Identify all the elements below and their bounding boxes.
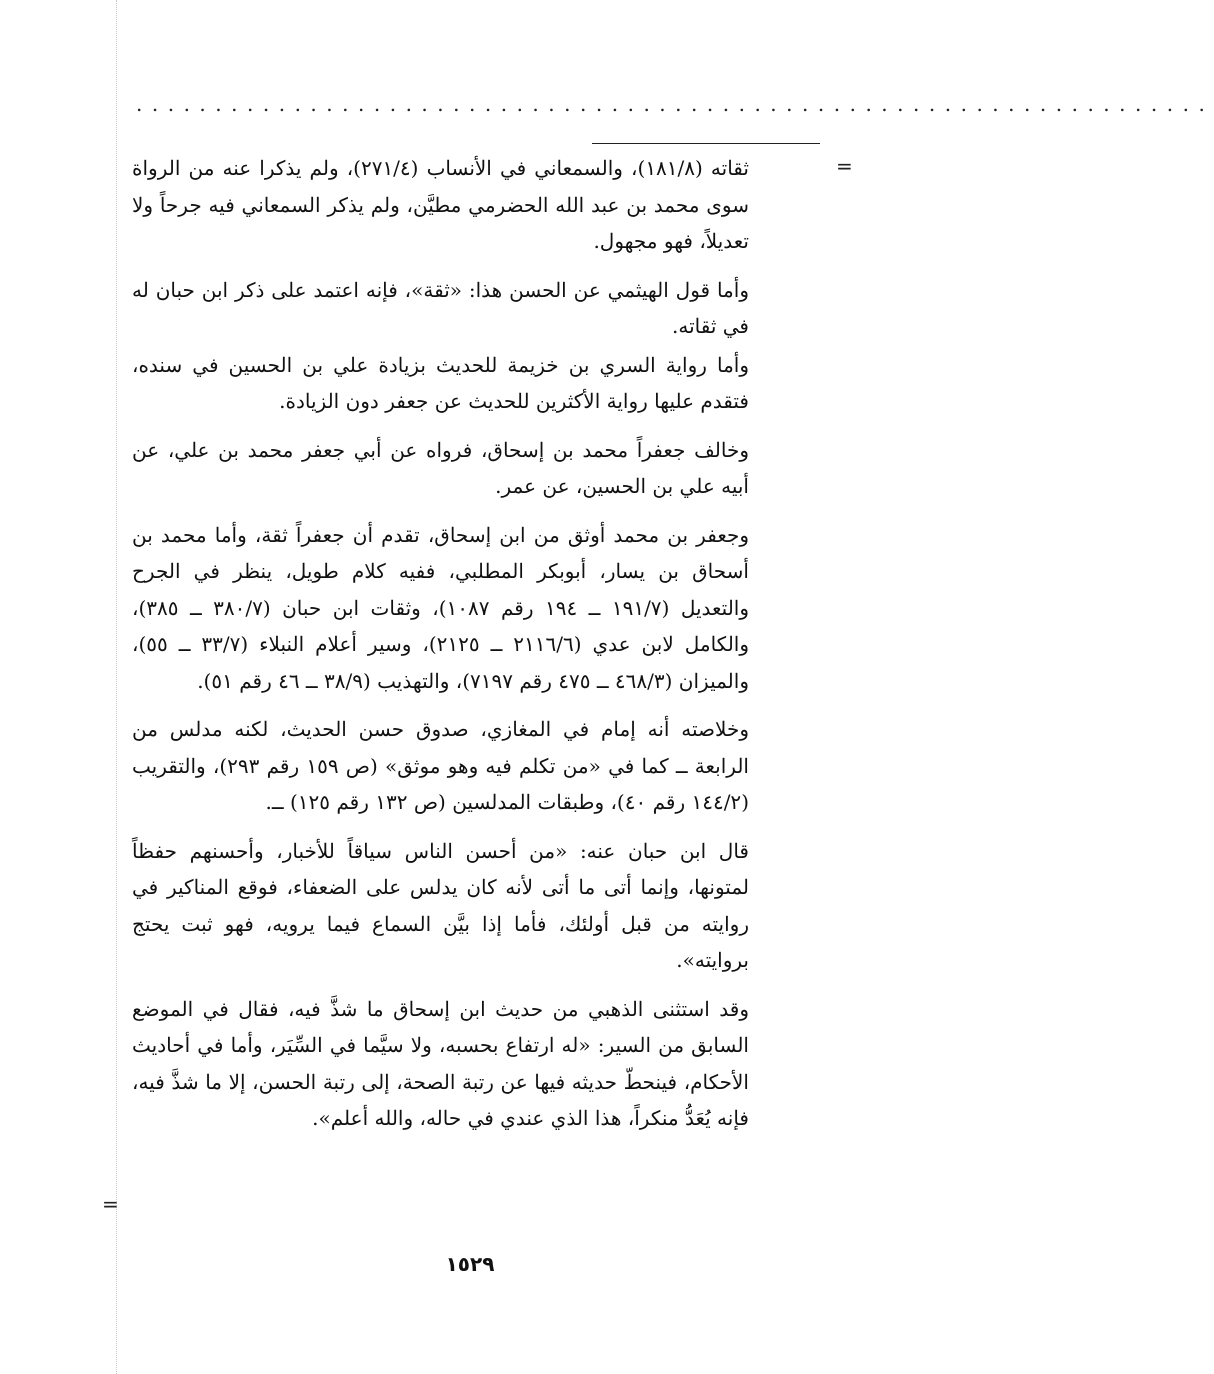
header-dotted-line: ....................................................................	[136, 92, 1214, 116]
footnote-separator-rule	[592, 143, 820, 144]
paragraph-7: قال ابن حبان عنه: «من أحسن الناس سياقاً للأخبار، وأحسنهم حفظاً لمتونها، وإنما أتى ما أتى لأنه كان يدلس على الضعفاء، فوقع المناكير في روايته من قبل أولئك، فأما إذا بيَّن السماع فيما يرويه، فهو ثبت يحتج بروايته».	[132, 838, 749, 972]
page-number: ١٥٢٩	[445, 1252, 495, 1276]
paragraph-8: وقد استثنى الذهبي من حديث ابن إسحاق ما شذَّ فيه، فقال في الموضع السابق من السير: «له ارتفاع بحسبه، ولا سيَّما في السِّيَر، وأما في أحاديث الأحكام، فينحطّ حديثه فيها عن رتبة الصحة، إلى رتبة الحسن، إلا ما شذَّ فيه، فإنه يُعَدُّ منكراً، هذا الذي عندي في حاله، والله أعلم».	[132, 996, 749, 1130]
paragraph-1: ثقاته (١٨١/٨)، والسمعاني في الأنساب (٢٧١/٤)، ولم يذكرا عنه من الرواة سوى محمد بن عبد الله الحضرمي مطيَّن، ولم يذكر السمعاني فيه جرحاً ولا تعديلاً، فهو مجهول.	[132, 156, 749, 253]
continuation-mark-bottom: =	[102, 1192, 119, 1216]
continuation-mark-top: =	[836, 154, 853, 178]
footnote-text-block	[132, 150, 749, 1149]
paragraph-3: وأما رواية السري بن خزيمة للحديث بزيادة علي بن الحسين في سنده، فتقدم عليها رواية الأكثرين للحديث عن جعفر دون الزيادة.	[132, 352, 749, 413]
paragraph-2: وأما قول الهيثمي عن الحسن هذا: «ثقة»، فإنه اعتمد على ذكر ابن حبان له في ثقاته.	[132, 277, 749, 338]
paragraph-5: وجعفر بن محمد أوثق من ابن إسحاق، تقدم أن جعفراً ثقة، وأما محمد بن أسحاق بن يسار، أبوبكر المطلبي، ففيه كلام طويل، ينظر في الجرح والتعديل (١٩١/٧ ــ ١٩٤ رقم ١٠٨٧)، وثقات ابن حبان (٣٨٠/٧ ــ ٣٨٥)، والكامل لابن عدي (٢١١٦/٦ ــ ٢١٢٥)، وسير أعلام النبلاء (٣٣/٧ ــ ٥٥)، والميزان (٤٦٨/٣ ــ ٤٧٥ رقم ٧١٩٧)، والتهذيب (٣٨/٩ ــ ٤٦ رقم ٥١).	[132, 522, 750, 693]
paragraph-4: وخالف جعفراً محمد بن إسحاق، فرواه عن أبي جعفر محمد بن علي، عن أبيه علي بن الحسين، عن عمر.	[132, 437, 749, 498]
paragraph-6: وخلاصته أنه إمام في المغازي، صدوق حسن الحديث، لكنه مدلس من الرابعة ــ كما في «من تكلم فيه وهو موثق» (ص ١٥٩ رقم ٢٩٣)، والتقريب (١٤٤/٢ رقم ٤٠)، وطبقات المدلسين (ص ١٣٢ رقم ١٢٥) ــ.	[132, 717, 749, 814]
page-fold-line	[116, 0, 117, 1374]
